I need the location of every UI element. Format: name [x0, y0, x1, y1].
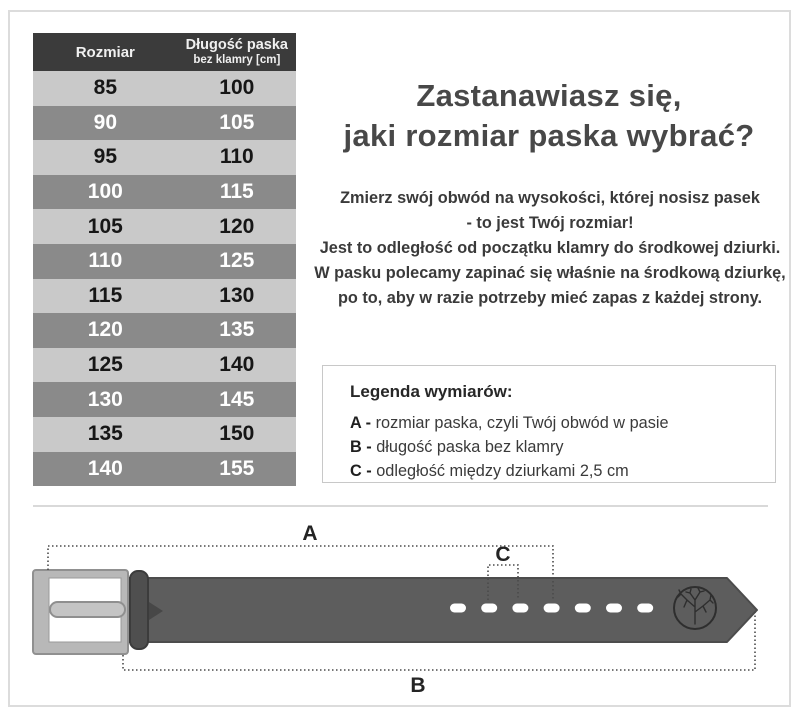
page-title-line1: Zastanawiasz się,	[416, 78, 682, 113]
size-cell: 125	[87, 353, 123, 377]
dimension-label-a: A	[302, 522, 318, 545]
length-cell: 145	[219, 387, 255, 411]
intro-line: Jest to odległość od początku klamry do środkowej dziurki.	[319, 239, 781, 257]
legend-item: A - rozmiar paska, czyli Twój obwód w pasie	[350, 414, 669, 432]
belt-buckle	[33, 570, 128, 654]
table-row	[33, 382, 296, 417]
length-cell: 100	[219, 76, 255, 100]
size-cell: 90	[93, 110, 117, 134]
size-cell: 115	[88, 283, 123, 307]
length-cell: 140	[219, 353, 255, 377]
length-cell: 115	[219, 180, 254, 204]
intro-text	[303, 186, 797, 311]
col-header-length-line1: Długość paska	[185, 36, 288, 53]
dimension-label-b: B	[410, 674, 426, 697]
table-row	[33, 244, 296, 279]
length-cell: 130	[219, 283, 255, 307]
intro-line: po to, aby w razie potrzeby mieć zapas z każdej strony.	[337, 289, 763, 307]
belt-hole	[575, 604, 591, 613]
belt-hole	[450, 604, 466, 613]
belt-diagram	[0, 500, 800, 717]
size-table-header	[33, 33, 296, 71]
page-title	[303, 76, 795, 156]
size-cell: 85	[93, 76, 117, 100]
length-cell: 120	[219, 214, 255, 238]
table-row	[33, 209, 296, 244]
length-cell: 110	[219, 145, 254, 169]
table-row	[33, 140, 296, 175]
belt-hole	[512, 604, 528, 613]
size-cell: 95	[93, 145, 117, 169]
table-row	[33, 175, 296, 210]
belt-hole	[481, 604, 497, 613]
table-row	[33, 452, 296, 487]
size-table-body	[33, 71, 296, 486]
legend-item: B - długość paska bez klamry	[350, 438, 564, 456]
legend-items	[350, 411, 765, 483]
size-cell: 135	[87, 422, 123, 446]
intro-line: - to jest Twój rozmiar!	[466, 214, 634, 232]
table-row	[33, 313, 296, 348]
belt-hole	[606, 604, 622, 613]
legend-item: C - odległość między dziurkami 2,5 cm	[350, 462, 629, 480]
intro-line: W pasku polecamy zapinać się właśnie na środkową dziurkę,	[314, 264, 786, 282]
dimension-label-c: C	[495, 543, 511, 566]
belt-hole	[544, 604, 560, 613]
length-cell: 150	[219, 422, 255, 446]
legend-box	[322, 365, 776, 483]
table-row	[33, 348, 296, 383]
size-table	[33, 33, 296, 486]
length-cell: 125	[219, 249, 255, 273]
col-header-length	[178, 38, 296, 67]
table-row	[33, 417, 296, 452]
page-title-line2: jaki rozmiar paska wybrać?	[343, 118, 755, 153]
belt-hole	[637, 604, 653, 613]
col-header-length-line2: bez klamry [cm]	[193, 53, 281, 66]
size-cell: 100	[87, 180, 123, 204]
size-cell: 120	[87, 318, 123, 342]
belt-keeper-loop	[130, 571, 148, 649]
col-header-size: Rozmiar	[75, 43, 135, 61]
length-cell: 155	[219, 456, 255, 480]
length-cell: 105	[219, 110, 255, 134]
buckle-prong	[50, 602, 125, 617]
table-row	[33, 106, 296, 141]
size-cell: 130	[87, 387, 123, 411]
table-row	[33, 279, 296, 314]
size-cell: 140	[87, 456, 123, 480]
legend-title: Legenda wymiarów:	[350, 382, 513, 401]
table-row	[33, 71, 296, 106]
belt-strap	[128, 578, 757, 642]
size-cell: 105	[87, 214, 123, 238]
length-cell: 135	[219, 318, 255, 342]
size-cell: 110	[88, 249, 123, 273]
intro-line: Zmierz swój obwód na wysokości, której nosisz pasek	[340, 189, 760, 207]
